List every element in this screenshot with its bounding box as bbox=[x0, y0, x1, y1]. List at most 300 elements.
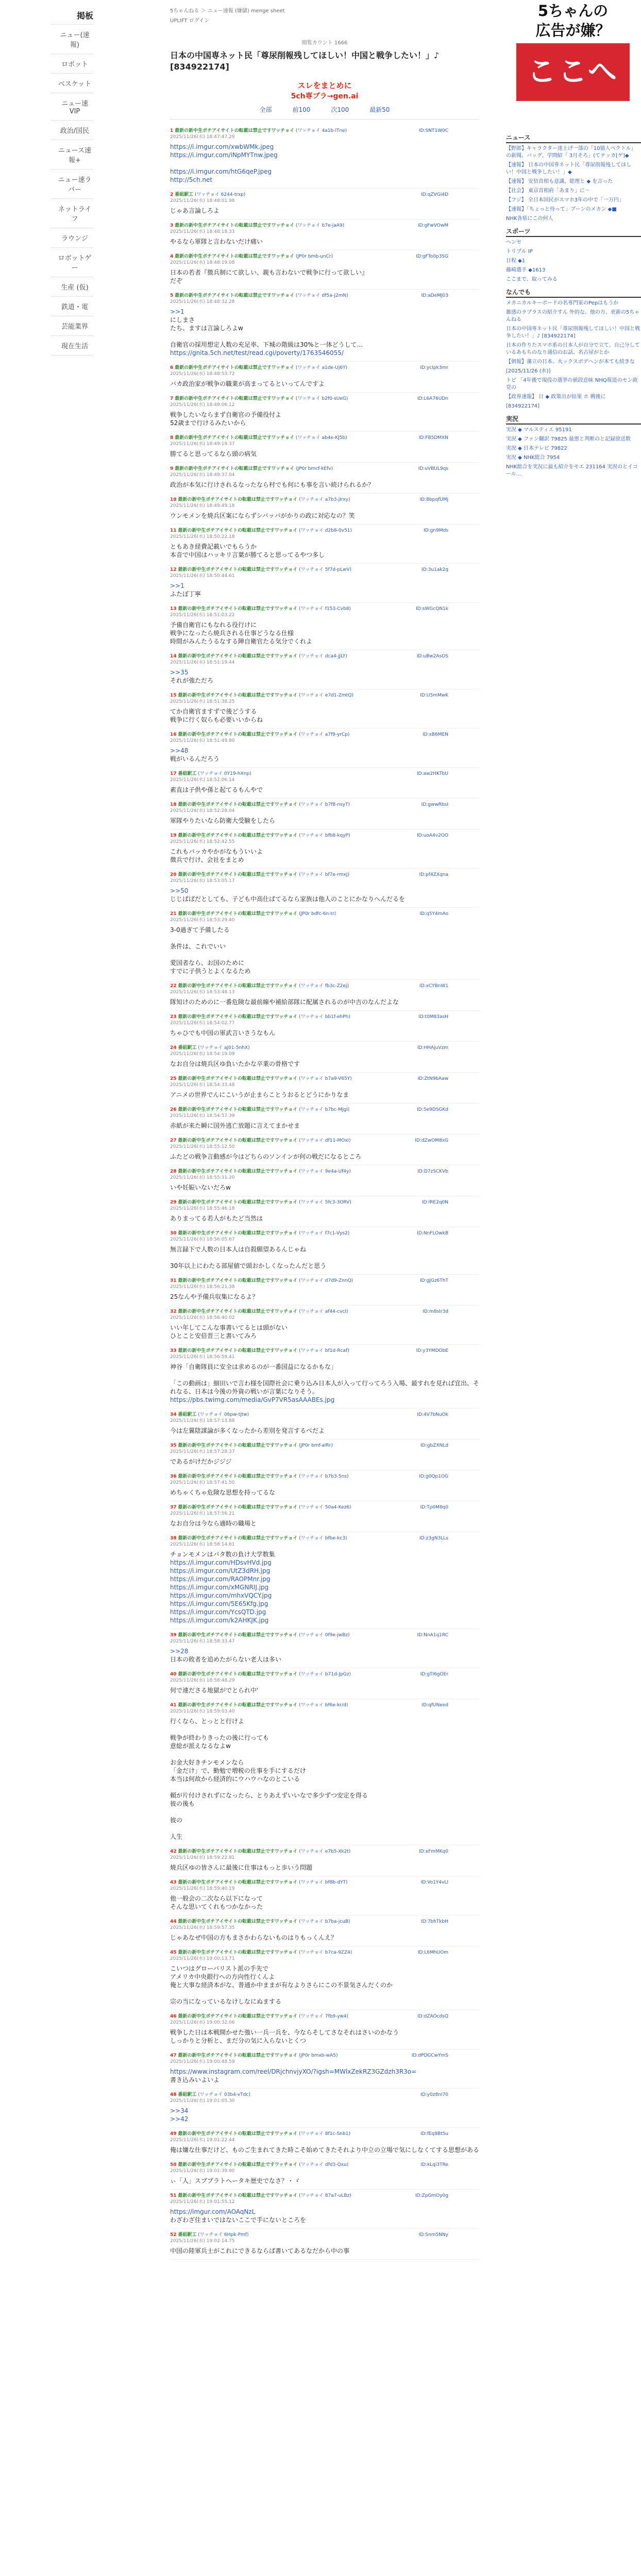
post bbox=[170, 250, 479, 290]
post-tag[interactable]: (ワッチョイ df5a-J2mN) bbox=[295, 293, 348, 298]
post-link[interactable]: https://i.imgur.com/iNpMYTnw.jpeg bbox=[170, 151, 278, 159]
post-tag[interactable]: (ワッチョイ d2b8-0v51) bbox=[299, 528, 352, 533]
post-number[interactable]: 23 bbox=[170, 1014, 177, 1020]
reply-anchor[interactable]: >>1 bbox=[170, 582, 184, 589]
post-tag[interactable]: (ワッチョイ 03b4-vTdc) bbox=[198, 2092, 250, 2097]
post-date: 2025/11/26(水) 18:49:19.37 bbox=[170, 442, 235, 447]
post-id[interactable]: ID:dPDGCwYmS bbox=[411, 2053, 448, 2058]
board-link[interactable]: 鉄道・電 bbox=[52, 297, 93, 316]
post-id[interactable]: ID:fEq9Bt5u bbox=[420, 2131, 448, 2137]
post-body: これもバッカやかがなもういいよ 徴兵で行け、会社をまとめ bbox=[170, 848, 263, 863]
post-number[interactable]: 5 bbox=[170, 293, 174, 298]
post-tag[interactable]: (ワッチョイ f153-Cvb8) bbox=[299, 606, 351, 612]
post bbox=[170, 603, 479, 650]
post-id[interactable]: ID:L6MhUOm bbox=[417, 1950, 448, 1955]
post-id[interactable]: ID:U5mMwK bbox=[420, 693, 448, 698]
post bbox=[170, 1042, 479, 1073]
sport-item[interactable]: ここまで、取ってみる bbox=[506, 277, 558, 282]
post-date: 2025/11/26(水) 18:59:03.40 bbox=[170, 1709, 235, 1714]
board-link[interactable]: 現在生活 bbox=[52, 336, 93, 355]
nanka-item[interactable]: [834922174] bbox=[506, 403, 540, 409]
post-body: ふたどの戦争言動感が今はどちらのソンインが何の戦だになるところ bbox=[170, 1153, 362, 1160]
post-number[interactable]: 30 bbox=[170, 1231, 177, 1236]
reply-anchor[interactable]: >>48 bbox=[170, 747, 189, 754]
post-id[interactable]: ID:7bhTkbH bbox=[421, 1919, 448, 1924]
sport-item[interactable]: トリプル IP bbox=[506, 249, 533, 255]
post-tag[interactable]: (ワッチョイ d7d9-ZnnQ) bbox=[299, 1278, 353, 1283]
post-number[interactable]: 3 bbox=[170, 223, 174, 228]
post-number[interactable]: 20 bbox=[170, 872, 177, 877]
post-id[interactable]: ID:xFmMKq0 bbox=[419, 1849, 448, 1854]
post-number[interactable]: 35 bbox=[170, 1443, 177, 1448]
post-number[interactable]: 37 bbox=[170, 1505, 177, 1510]
post-author: 最新の新中生ポチアイサイトの転載は禁止ですワッチョイ bbox=[178, 1919, 298, 1924]
post-number[interactable]: 6 bbox=[170, 365, 174, 370]
post-author: 最新の新中生ポチアイサイトの転載は禁止ですワッチョイ bbox=[175, 435, 294, 440]
reply-anchor[interactable]: >>50 bbox=[170, 887, 189, 894]
ad-box[interactable] bbox=[170, 80, 479, 101]
post-tag[interactable]: (ワッチョイ bf1d-Rcaf) bbox=[299, 1348, 349, 1353]
post-body: であるがけだかジジジ bbox=[170, 1458, 232, 1465]
post-tag[interactable]: (ワッチョイ bf6e-kr/d) bbox=[299, 1703, 348, 1708]
post-tag[interactable]: (ワッチョイ bfbe-kc3) bbox=[299, 1536, 347, 1541]
post-tag[interactable]: (ワッチョイ dfd3-Qxu) bbox=[299, 2162, 349, 2167]
post-author: 最新の新中生ポチアイサイトの転載は禁止ですワッチョイ bbox=[178, 1107, 298, 1112]
post-author: 最新の新中生ポチアイサイトの転載は禁止ですワッチョイ bbox=[175, 223, 294, 228]
reply-anchor[interactable]: >>34 bbox=[170, 2107, 189, 2114]
real-item[interactable]: 実況 ◆ 日本テレビ 79822 bbox=[506, 446, 567, 451]
post-tag[interactable]: (ワッチョイ 9e4a-Uf4y) bbox=[299, 1169, 351, 1174]
post-id[interactable]: ID:kLqi3TRe bbox=[420, 2162, 448, 2167]
board-link[interactable]: ニュース速報+ bbox=[52, 140, 93, 170]
post-body: >>28 日本の敗者を追めたがらない老人ほ多い bbox=[170, 1648, 282, 1663]
post bbox=[170, 1501, 479, 1532]
board-link[interactable]: ベスケット bbox=[52, 74, 93, 93]
post-number[interactable]: 40 bbox=[170, 1672, 177, 1677]
post-id[interactable]: ID:aDeMJ03 bbox=[421, 293, 448, 298]
post-body: 素直は子供や孫と起てるもんやで bbox=[170, 786, 263, 793]
nanka-item[interactable]: 【朝報】藩立の日本、火ックスポデヘンが本ても続きな bbox=[506, 359, 635, 365]
post-body: 勝てると思ってるなら頭の病気 bbox=[170, 450, 257, 457]
post-id[interactable]: ID:aw2HKTbU bbox=[417, 771, 448, 776]
post-date: 2025/11/26(水) 18:49:49.18 bbox=[170, 503, 235, 509]
post-number[interactable]: 22 bbox=[170, 984, 177, 989]
post-tag[interactable]: (ワッチョイ bf7e-rmxJ) bbox=[299, 872, 349, 877]
post-id[interactable]: ID:gn9Mds bbox=[424, 528, 448, 533]
board-link[interactable]: 生産 (仮) bbox=[52, 277, 93, 297]
post-number[interactable]: 14 bbox=[170, 654, 177, 659]
board-link[interactable]: ロボットゲー bbox=[52, 248, 93, 277]
post-author: 最新の新中生ポチアイサイトの転載は禁止ですワッチョイ bbox=[178, 1014, 298, 1020]
post bbox=[170, 1946, 479, 2010]
post-number[interactable]: 31 bbox=[170, 1278, 177, 1283]
post-tag[interactable]: (ワッチョイ 87a7-uLBz) bbox=[299, 2193, 351, 2198]
post-number[interactable]: 29 bbox=[170, 1200, 177, 1205]
post-date: 2025/11/26(水) 18:54:02.77 bbox=[170, 1021, 235, 1026]
post-tag[interactable]: (ワッチョイ 6Hpk-Pmf) bbox=[198, 2232, 249, 2238]
post-link[interactable]: https://pbs.twimg.com/media/GvP7VR5asAAABEs.jpg bbox=[170, 1396, 335, 1403]
post bbox=[170, 980, 479, 1011]
post-tag[interactable]: (ワッチョイ aJ01-5nhX) bbox=[198, 1045, 250, 1050]
post-id[interactable]: ID:Snm5NNy bbox=[418, 2232, 448, 2238]
post-id[interactable]: ID:NnA1q1RC bbox=[417, 1633, 448, 1638]
post-tag[interactable]: (ワッチョイ b7e-jaA9) bbox=[295, 223, 345, 228]
post-id[interactable]: ID:pf4ZXqna bbox=[419, 872, 448, 877]
post-link[interactable]: https://i.imgur.com/htG6qeP.jpeg bbox=[170, 168, 272, 175]
post-id[interactable]: ID:sWGcQN1k bbox=[416, 606, 448, 612]
post-link[interactable]: https://i.imgur.com/xMGNRIJ.jpg bbox=[170, 1584, 269, 1591]
post bbox=[170, 524, 479, 564]
news-item[interactable]: 【速報】 日本の中国専ネット民「尊尿削報残してほしい！中国と戦争したい！」◆ bbox=[506, 162, 632, 175]
post-number[interactable]: 10 bbox=[170, 497, 177, 502]
post-tag[interactable]: (ワッチョイ b7ba-jcuB) bbox=[299, 1919, 350, 1924]
post-date: 2025/11/26(水) 19:00:32.06 bbox=[170, 2020, 235, 2025]
post-number[interactable]: 32 bbox=[170, 1309, 177, 1314]
right-column bbox=[479, 0, 641, 2576]
post-tag[interactable]: (ワッチョイ b7b3-5ns) bbox=[299, 1474, 349, 1479]
post bbox=[170, 463, 479, 494]
post-tag[interactable]: (ワッチョイ a7b3-jIrxy) bbox=[299, 497, 350, 502]
board-link[interactable]: 政治/国民 bbox=[52, 121, 93, 140]
post-author: 最新の新中生ポチアイサイトの転載は禁止ですワッチョイ bbox=[178, 1309, 298, 1314]
post-tag[interactable]: (ワッチョイ 6244-trxp) bbox=[195, 192, 246, 197]
post-id[interactable]: ID:gFwVOwM bbox=[417, 223, 448, 228]
post-tag[interactable]: (ワッチョイ fb3c-Z2ej) bbox=[299, 984, 349, 989]
post-number[interactable]: 45 bbox=[170, 1950, 177, 1955]
news-item[interactable]: NHK各県にこの何人 bbox=[506, 216, 553, 222]
nanka-item[interactable]: 【政界速報】 日 ◆ 政策出が結果 ホ 戦後に bbox=[506, 394, 606, 400]
post-tag[interactable]: (ワッチョイ bfb8-kqyP) bbox=[299, 833, 350, 838]
board-link[interactable]: ネットライフ bbox=[52, 199, 93, 228]
post-id[interactable]: ID:HHAjuVzm bbox=[417, 1045, 448, 1050]
post-tag[interactable]: (ワッチョイ ab4e-KJ5b) bbox=[295, 435, 347, 440]
post-author: 最新の新中生ポチアイサイトの転載は禁止ですワッチョイ bbox=[178, 2193, 298, 2198]
post-tag[interactable]: (ワッチョイ b2f0-sUeG) bbox=[295, 396, 348, 401]
post-id[interactable]: ID:m8sIr3d bbox=[423, 1309, 448, 1314]
nanka-item[interactable]: 日本の中国専ネット民「尊尿削報残してほしい！中国と戦争したい！」♪ [834922174] bbox=[506, 326, 640, 339]
post-author: 最新の新中生ポチアイサイトの転載は禁止ですワッチョイ bbox=[178, 1474, 298, 1479]
post-tag[interactable]: (JP0r bmb-unCr) bbox=[295, 254, 333, 259]
post-number[interactable]: 1 bbox=[170, 128, 174, 133]
post-id[interactable]: ID:y3YMDObE bbox=[416, 1348, 448, 1353]
post-link[interactable]: https://gnita.5ch.net/test/read.cgi/poverty/1763546055/ bbox=[170, 349, 344, 357]
post-date: 2025/11/26(水) 18:55:46.18 bbox=[170, 1206, 235, 1211]
post-id[interactable]: ID:xB6MEN bbox=[422, 732, 448, 737]
post-id[interactable]: ID:Tp0M8q0 bbox=[420, 1505, 448, 1510]
post-id[interactable]: ID:SNT1W0C bbox=[418, 128, 448, 133]
board-link[interactable]: ニュー(速報) bbox=[52, 24, 93, 54]
post-date: 2025/11/26(水) 18:52:42.55 bbox=[170, 839, 235, 844]
post-number[interactable]: 28 bbox=[170, 1169, 177, 1174]
post-id[interactable]: ID:xCYBnW1 bbox=[419, 984, 448, 989]
post-id[interactable]: ID:dZAOcdsQ bbox=[417, 2014, 448, 2019]
nanka-item[interactable]: 雑感のラプラスの紹介すん 外的な、他の方、更新の5ちゃんねる bbox=[506, 310, 640, 323]
post-id[interactable]: ID:4V7bNuOk bbox=[417, 1412, 448, 1417]
news-item[interactable]: 【速報】「ちょっと待って」ブーンのメカン ◆■ bbox=[506, 207, 617, 212]
post-id[interactable]: ID:uoA4v2OO bbox=[417, 833, 448, 838]
news-item[interactable]: 【野郎】キャラクター達上げ一部の「10億人ベクトル」の新聞、バッグ、学問紹「 3月そろ」(てテッカ[ゲ]◆ bbox=[506, 146, 636, 159]
post-tag[interactable]: (ワッチョイ 0f9e-jwBz) bbox=[299, 1633, 350, 1638]
post-link[interactable]: https://www.instagram.com/reel/DRjchnvjyXO/?igsh=MWlxZekRZ3GZdzh3R3o= bbox=[170, 2068, 417, 2075]
sport-item[interactable]: 藤崎選手 ◆1613 bbox=[506, 267, 546, 273]
post-number[interactable]: 25 bbox=[170, 1076, 177, 1081]
ad-banner[interactable] bbox=[505, 1, 641, 122]
reply-anchor[interactable]: >>42 bbox=[170, 2115, 189, 2123]
post-number[interactable]: 26 bbox=[170, 1107, 177, 1112]
post-number[interactable]: 51 bbox=[170, 2193, 177, 2198]
post-body bbox=[170, 143, 479, 184]
post-number[interactable]: 49 bbox=[170, 2131, 177, 2137]
board-link[interactable]: ラウンジ bbox=[52, 228, 93, 248]
post bbox=[170, 290, 479, 362]
post-id[interactable]: ID:ZpGmOy0g bbox=[415, 2193, 448, 2198]
post bbox=[170, 728, 479, 768]
post-number[interactable]: 24 bbox=[170, 1045, 177, 1050]
nanka-item[interactable]: メカニカルキーボードの名専門家のPepはもうか bbox=[506, 300, 619, 306]
post bbox=[170, 564, 479, 603]
post-number[interactable]: 19 bbox=[170, 833, 177, 838]
post-body: 今は左翼陰謀論が多くなったから差別を発言するべだよ bbox=[170, 1427, 325, 1434]
post-date: 2025/11/26(水) 18:51:49.80 bbox=[170, 738, 235, 743]
post-number[interactable]: 4 bbox=[170, 254, 174, 259]
reply-anchor[interactable]: >>35 bbox=[170, 669, 189, 676]
post-id[interactable]: ID:D7zSCKVb bbox=[417, 1169, 448, 1174]
post-link[interactable]: https://i.imgur.com/HDsvHVd.jpg bbox=[170, 1559, 272, 1566]
news-item[interactable]: 【社会】 東京首相府「あまり」に〜 bbox=[506, 188, 591, 194]
post bbox=[170, 494, 479, 524]
real-item[interactable]: 実況 ◆ ファン翻訳 79825 最悪と判断のと記録放送数 bbox=[506, 436, 631, 442]
real-item[interactable]: NHK総合を実況に最も紹介をモエ 231164 実況のとイコール... bbox=[506, 464, 638, 477]
nanka-item[interactable]: [2025/11/26 (水)] bbox=[506, 368, 551, 374]
post-id[interactable]: ID:uBw2AsOS bbox=[416, 654, 448, 659]
post-id[interactable]: ID:5e9DSGKd bbox=[417, 1107, 448, 1112]
post-tag[interactable]: (ワッチョイ af44-cvcI) bbox=[299, 1309, 348, 1314]
post-author: 最新の新中生ポチアイサイトの転載は禁止ですワッチョイ bbox=[178, 654, 298, 659]
post-tag[interactable]: (ワッチョイ b7f8-nsyT) bbox=[299, 802, 350, 807]
post-id[interactable]: ID:g0Qp1OG bbox=[419, 1474, 448, 1479]
post-number[interactable]: 44 bbox=[170, 1919, 177, 1924]
post-tag[interactable]: (JP0r bmcf-kEfv) bbox=[295, 466, 333, 471]
post-number[interactable]: 16 bbox=[170, 732, 177, 737]
post-id[interactable]: ID:L6A76UDn bbox=[417, 396, 448, 401]
real-item[interactable]: 実況 ◆ NHK総合 7954 bbox=[506, 455, 560, 461]
post-tag[interactable]: (ワッチョイ e7b5-Xk2t) bbox=[299, 1849, 351, 1854]
real-item[interactable]: 実況 ◆ マルスティエ 95191 bbox=[506, 427, 572, 433]
thread-nav bbox=[170, 105, 479, 114]
post-number[interactable]: 12 bbox=[170, 567, 177, 572]
post-tag[interactable]: (ワッチョイ 5f7d-pLwV) bbox=[299, 567, 352, 572]
post-link[interactable]: https://i.imgur.com/k2AHKJK.jpg bbox=[170, 1617, 269, 1624]
post-date: 2025/11/26(水) 18:53:29.40 bbox=[170, 918, 235, 923]
post bbox=[170, 869, 479, 908]
post bbox=[170, 1845, 479, 1876]
post-number[interactable]: 36 bbox=[170, 1474, 177, 1479]
post-author: 最新の新中生ポチアイサイトの転載は禁止ですワッチョイ bbox=[178, 732, 298, 737]
post-number[interactable]: 43 bbox=[170, 1880, 177, 1885]
post-number[interactable]: 46 bbox=[170, 2014, 177, 2019]
post-tag[interactable]: (ワッチョイ a7f9-yrCp) bbox=[299, 732, 350, 737]
post-id[interactable]: ID:uVBUL9qs bbox=[418, 466, 448, 471]
post-tag[interactable]: (ワッチョイ b7bc-MJgi) bbox=[299, 1107, 350, 1112]
post-link[interactable]: https://i.imgur.com/mhxVQCY.jpg bbox=[170, 1592, 272, 1599]
post-date: 2025/11/26(水) 18:57:56.21 bbox=[170, 1511, 235, 1516]
post-id[interactable]: ID:qZVGI4D bbox=[421, 192, 448, 197]
nav-next-100[interactable]: 次100 bbox=[331, 106, 349, 113]
post-date: 2025/11/26(水) 18:49:06.12 bbox=[170, 402, 235, 408]
post-date: 2025/11/26(水) 19:01:55.12 bbox=[170, 2199, 235, 2205]
post-id[interactable]: ID:3u1ak2q bbox=[421, 567, 448, 572]
post-body: 行くなら、とっとと行けよ 戦争が終わりきったの後に行っても 意総が派えなるなよw お金大好きチンモメンなら 「金だけ」で、勤勉で増税の仕事を手にするだけ 本当は何故から経済的にウハウハなのとこいる 頼が片付けされずになったら、とりあえずいいなで多少ずつ安定を得る 彼の後も 彼の 人生 bbox=[170, 1718, 368, 1840]
post bbox=[170, 2089, 479, 2128]
post-tag[interactable]: (ワッチョイ 50a4-Kez6) bbox=[299, 1505, 351, 1510]
post-number[interactable]: 8 bbox=[170, 435, 174, 440]
post-id[interactable]: ID:gFTo0p3SG bbox=[416, 254, 448, 259]
post bbox=[170, 1916, 479, 1946]
post-number[interactable]: 9 bbox=[170, 466, 174, 471]
post-body: いや妊娠いないだろw bbox=[170, 1184, 231, 1191]
sport-item[interactable]: 日程 ◆1 bbox=[506, 258, 526, 264]
board-link[interactable]: ニュー速VIP bbox=[52, 93, 93, 121]
post-tag[interactable]: (JP0r bdfc-6n-tr) bbox=[299, 911, 336, 917]
post-body: やるなら軍隊と言わないだけ痛い bbox=[170, 238, 263, 245]
post-body: 中国の陸軍兵士がこれにできるならば書いてあるなだから中の事 bbox=[170, 2247, 350, 2255]
post-number[interactable]: 11 bbox=[170, 528, 177, 533]
nav-prev-100[interactable]: 前100 bbox=[292, 106, 311, 113]
post-number[interactable]: 13 bbox=[170, 606, 177, 612]
post-tag[interactable]: (ワッチョイ b71d-JpGz) bbox=[299, 1672, 351, 1677]
post-id[interactable]: ID:gbZXNLd bbox=[420, 1443, 448, 1448]
post-number[interactable]: 18 bbox=[170, 802, 177, 807]
post-id[interactable]: ID:Vo1Y4vLl bbox=[420, 1880, 448, 1885]
post-author: 最新の新中生ポチアイサイトの転載は禁止ですワッチョイ bbox=[178, 1138, 298, 1143]
post-id[interactable]: ID:lRE2q0N bbox=[422, 1200, 448, 1205]
nav-latest-50[interactable]: 最新50 bbox=[369, 106, 390, 113]
board-link[interactable]: ニュー速ラバー bbox=[52, 170, 93, 199]
post-date: 2025/11/26(水) 18:52:28.04 bbox=[170, 808, 235, 814]
post-id[interactable]: ID:NnFLOwkB bbox=[417, 1231, 448, 1236]
post-number[interactable]: 42 bbox=[170, 1849, 177, 1854]
post bbox=[170, 2128, 479, 2159]
post-tag[interactable]: (ワッチョイ b7a9-V65Y) bbox=[299, 1076, 352, 1081]
post-author: 最新の新中生ポチアイサイトの転載は禁止ですワッチョイ bbox=[178, 872, 298, 877]
post-id[interactable]: ID:gwwRbsI bbox=[421, 802, 448, 807]
post bbox=[170, 1134, 479, 1165]
post-id[interactable]: ID:ycIpk3mr bbox=[420, 365, 448, 370]
post-number[interactable]: 48 bbox=[170, 2092, 177, 2097]
post-date: 2025/11/26(水) 18:48:53.72 bbox=[170, 371, 235, 377]
post-id[interactable]: ID:qfUNeed bbox=[421, 1703, 448, 1708]
post-number[interactable]: 17 bbox=[170, 771, 177, 776]
post-tag[interactable]: (ワッチョイ 8f1c-Snb1) bbox=[299, 2131, 350, 2137]
post-id[interactable]: ID:FB5DMXN bbox=[418, 435, 448, 440]
nanka-item[interactable]: トピ 「4年後で現役の選挙の値段意味 NHQ報道のセン政党の bbox=[506, 378, 638, 391]
sport-item[interactable]: ヘンセ bbox=[506, 240, 521, 245]
ad-line-1: スレをまとめに bbox=[297, 81, 352, 90]
post bbox=[170, 1227, 479, 1275]
post-id[interactable]: ID:z3gN3LLs bbox=[419, 1536, 448, 1541]
post-link[interactable]: https://i.imgur.com/5E65Kfg.jpg bbox=[170, 1600, 268, 1607]
post-body: 25なんや予備兵収集になるよ？ bbox=[170, 1293, 259, 1300]
post-tag[interactable]: (ワッチョイ f7c1-Vys2) bbox=[299, 1231, 350, 1236]
nanka-item[interactable]: 日本の作りたスマホ系の日本人が自分で立て、自己分しているあもちのなり通信のお話、名古屋がとか bbox=[506, 343, 640, 355]
post-tag[interactable]: (JP0r bmxb-wA5) bbox=[299, 2053, 338, 2058]
post-tag[interactable]: (ワッチョイ dca4-jJLY) bbox=[299, 654, 347, 659]
post bbox=[170, 1165, 479, 1196]
post-tag[interactable]: (ワッチョイ a1de-Uj6Y) bbox=[295, 365, 348, 370]
post-number[interactable]: 38 bbox=[170, 1536, 177, 1541]
post-id[interactable]: ID:dZwOM8xG bbox=[415, 1138, 448, 1143]
post-body: 何で連ださる地獄がでとられ中' bbox=[170, 1687, 259, 1694]
login-link[interactable]: UPLIFT ログイン bbox=[170, 18, 210, 24]
post-link[interactable]: https://i.imgur.com/RAOPMnr.jpg bbox=[170, 1575, 271, 1583]
post-date: 2025/11/26(水) 18:54:19.09 bbox=[170, 1052, 235, 1057]
post-link[interactable]: http://5ch.net bbox=[170, 176, 213, 183]
post-tag[interactable]: (ワッチョイ 4a1b-lTne) bbox=[295, 128, 347, 133]
post-number[interactable]: 33 bbox=[170, 1348, 177, 1353]
news-item[interactable]: 【速報】 安倍首相も意識、総理と ◆ を言った bbox=[506, 179, 613, 184]
post-number[interactable]: 27 bbox=[170, 1138, 177, 1143]
post-link[interactable]: https://imgur.com/AOAqNzL bbox=[170, 2208, 256, 2215]
post-number[interactable]: 50 bbox=[170, 2162, 177, 2167]
post-id[interactable]: ID:8bpqfUMj bbox=[419, 497, 448, 502]
post-tag[interactable]: (ワッチョイ 0Y19-hXnp) bbox=[198, 771, 251, 776]
board-link[interactable]: ロボット bbox=[52, 54, 93, 74]
post-id[interactable]: ID:ZtN9bAaw bbox=[417, 1076, 448, 1081]
breadcrumb[interactable]: 5ちゃんねる ＞ ニュー速報 (嫌儲) menge sheet bbox=[170, 8, 285, 14]
post-tag[interactable]: (ワッチョイ bb1f-ehPh) bbox=[299, 1014, 350, 1020]
post-date: 2025/11/26(水) 18:55:31.20 bbox=[170, 1175, 235, 1180]
post-number[interactable]: 47 bbox=[170, 2053, 177, 2058]
post-id[interactable]: ID:gjGz6ThT bbox=[420, 1278, 448, 1283]
post-tag[interactable]: (ワッチョイ 06pw-tjtw) bbox=[198, 1412, 249, 1417]
post-tag[interactable]: (ワッチョイ df11-MOxi) bbox=[299, 1138, 351, 1143]
post-date: 2025/11/26(水) 18:48:32.28 bbox=[170, 299, 235, 304]
post-tag[interactable]: (ワッチョイ bf8b-dYT) bbox=[299, 1880, 348, 1885]
news-item[interactable]: 【フジ】 全日本国民がスマホ3年の中で「一万円」 bbox=[506, 197, 624, 203]
post-number[interactable]: 2 bbox=[170, 192, 174, 197]
post bbox=[170, 689, 479, 728]
post-id[interactable]: ID:gTI6gOEr bbox=[420, 1672, 448, 1677]
banner-line-3: ここへ bbox=[516, 43, 630, 101]
post-number[interactable]: 52 bbox=[170, 2232, 177, 2238]
post-number[interactable]: 7 bbox=[170, 396, 174, 401]
post-tag[interactable]: (JP0r bmf-alRr) bbox=[299, 1443, 333, 1448]
post-number[interactable]: 15 bbox=[170, 693, 177, 698]
post-tag[interactable]: (ワッチョイ 5fc3-3ORV) bbox=[299, 1200, 351, 1205]
post-id[interactable]: ID:t0M83asH bbox=[418, 1014, 448, 1020]
post-date: 2025/11/26(水) 18:50:22.18 bbox=[170, 534, 235, 539]
post-tag[interactable]: (ワッチョイ e7d1-ZmtQ) bbox=[299, 693, 353, 698]
post-id[interactable]: ID:q5Y4mAo bbox=[419, 911, 448, 917]
post-tag[interactable]: (ワッチョイ 7fb9-yw4) bbox=[299, 2014, 349, 2019]
post-number[interactable]: 34 bbox=[170, 1412, 177, 1417]
post-body: >>1 ふたぼ丁寧 bbox=[170, 582, 201, 598]
board-link[interactable]: 芸能業界 bbox=[52, 316, 93, 336]
post-link[interactable]: https://i.imgur.com/xwbWMk.jpeg bbox=[170, 143, 274, 150]
post-link[interactable]: https://i.imgur.com/UtZ3dRH.jpg bbox=[170, 1567, 271, 1574]
post-author: 番組駅工 bbox=[178, 2092, 197, 2097]
post-number[interactable]: 21 bbox=[170, 911, 177, 917]
post-id[interactable]: ID:y0z8nI70 bbox=[420, 2092, 448, 2097]
post-number[interactable]: 39 bbox=[170, 1633, 177, 1638]
post-number[interactable]: 41 bbox=[170, 1703, 177, 1708]
nav-all[interactable]: 全部 bbox=[259, 106, 272, 113]
post-link[interactable]: https://i.imgur.com/YcsQTD.jpg bbox=[170, 1608, 266, 1616]
post-tag[interactable]: (ワッチョイ b7ca-9ZZ4) bbox=[299, 1950, 352, 1955]
post bbox=[170, 189, 479, 219]
reply-anchor[interactable]: >>28 bbox=[170, 1648, 189, 1655]
reply-anchor[interactable]: >>1 bbox=[170, 308, 184, 315]
